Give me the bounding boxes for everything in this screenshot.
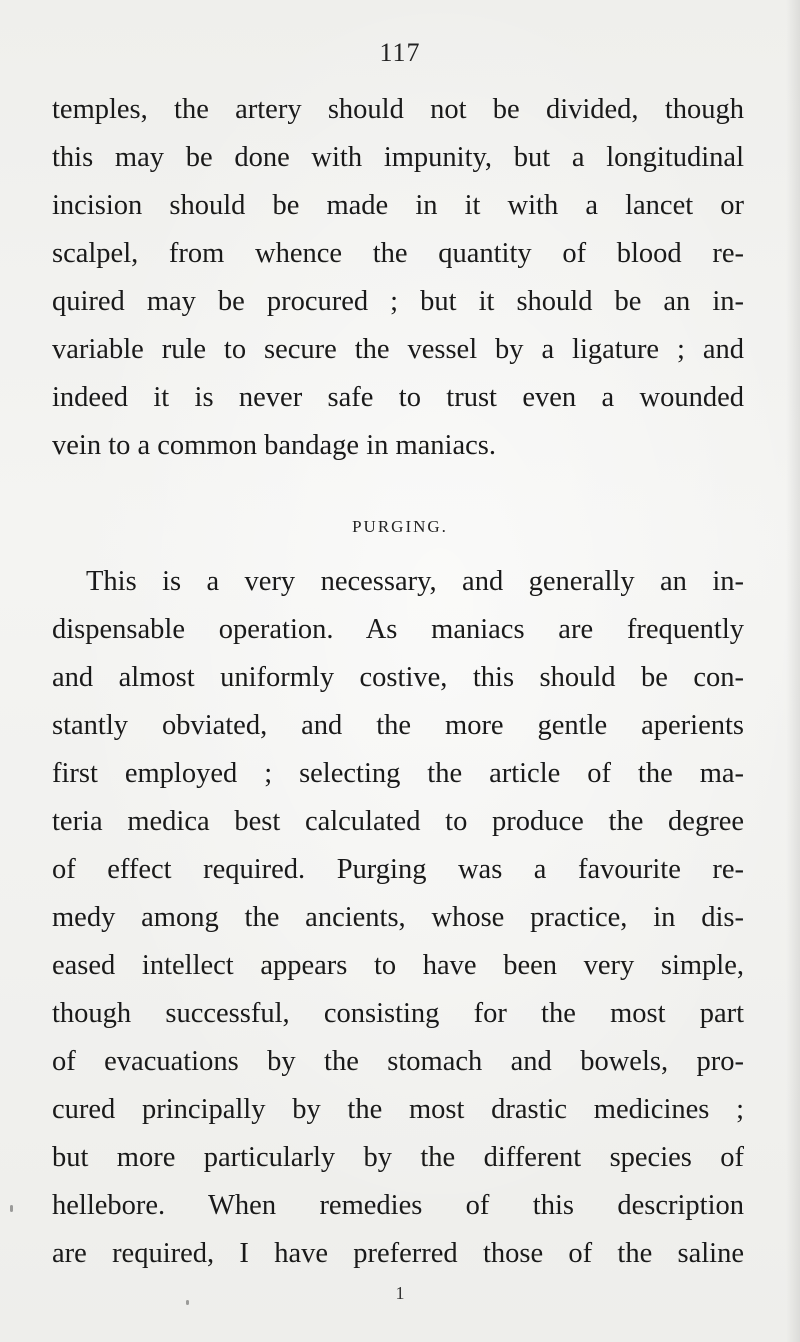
text-line: stantly obviated, and the more gentle aperients (52, 710, 744, 741)
text-line: temples, the artery should not be divided, though (52, 94, 744, 125)
text-line: dispensable operation. As maniacs are frequently (52, 614, 744, 645)
text-line: this may be done with impunity, but a longitudinal (52, 142, 744, 173)
text-line: This is a very necessary, and generally an in- (86, 566, 744, 597)
text-line: eased intellect appears to have been very simple, (52, 950, 744, 981)
text-line: quired may be procured ; but it should be an in- (52, 286, 744, 317)
text-line: and almost uniformly costive, this should be con- (52, 662, 744, 693)
text-line: hellebore. When remedies of this description (52, 1190, 744, 1221)
paragraph-purging (52, 558, 744, 1278)
text-line: of evacuations by the stomach and bowels, pro- (52, 1046, 744, 1077)
text-line: variable rule to secure the vessel by a ligature ; and (52, 334, 744, 365)
page-number: 117 (379, 38, 421, 67)
text-line: cured principally by the most drastic medicines ; (52, 1094, 744, 1125)
text-line: indeed it is never safe to trust even a wounded (52, 382, 744, 413)
paper-speck (186, 1300, 189, 1305)
paragraph-blood-letting-end (52, 86, 744, 470)
section-heading: PURGING. (352, 517, 448, 536)
text-line: but more particularly by the different species of (52, 1142, 744, 1173)
text-line: medy among the ancients, whose practice, in dis- (52, 902, 744, 933)
page-edge-shadow (786, 0, 800, 1342)
paper-speck (10, 1205, 13, 1212)
text-line: scalpel, from whence the quantity of blood re- (52, 238, 744, 269)
text-line: are required, I have preferred those of the saline (52, 1238, 744, 1269)
text-line: first employed ; selecting the article of the ma- (52, 758, 744, 789)
text-line: though successful, consisting for the most part (52, 998, 744, 1029)
text-line: of effect required. Purging was a favourite re- (52, 854, 744, 885)
signature-mark: 1 (395, 1283, 405, 1303)
text-line: teria medica best calculated to produce the degree (52, 806, 744, 837)
text-line: incision should be made in it with a lancet or (52, 190, 744, 221)
text-line: vein to a common bandage in maniacs. (52, 430, 496, 461)
